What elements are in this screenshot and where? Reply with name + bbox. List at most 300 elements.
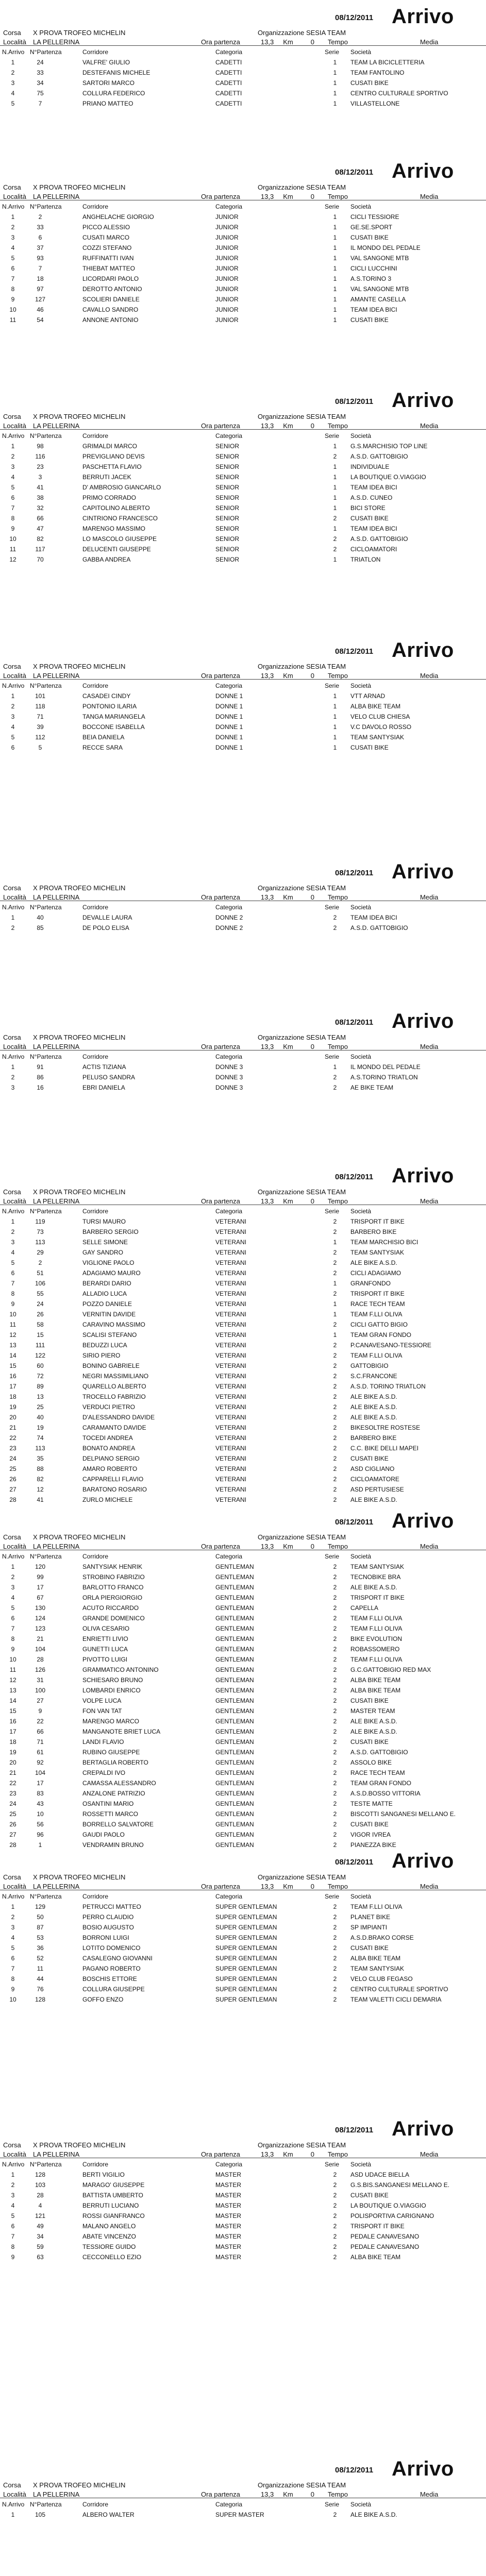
cell-partenza: 128 xyxy=(35,1996,46,2003)
tempo-label: Tempo xyxy=(327,2490,348,2498)
location-line xyxy=(3,2150,79,2158)
cell-serie: 1 xyxy=(333,255,337,262)
cell-societa: INDIVIDUALE xyxy=(350,463,390,470)
timing-line xyxy=(201,1197,438,1205)
cell-partenza: 40 xyxy=(37,1414,44,1421)
table-row xyxy=(0,1984,486,1994)
table-row xyxy=(0,1654,486,1665)
cell-societa: A.S.D. CUNEO xyxy=(350,494,393,501)
cell-arrivo: 12 xyxy=(9,1331,16,1338)
km-value: 0 xyxy=(310,672,314,680)
cell-arrivo: 19 xyxy=(9,1749,16,1756)
cell-serie: 2 xyxy=(333,1218,337,1225)
cell-corridore: DE POLO ELISA xyxy=(82,924,129,931)
table-row xyxy=(0,1644,486,1654)
cell-societa: CUSATI BIKE xyxy=(350,1944,389,1952)
cell-arrivo: 1 xyxy=(11,213,15,221)
cell-serie: 1 xyxy=(333,306,337,313)
cell-arrivo: 5 xyxy=(11,1259,15,1266)
cell-partenza: 104 xyxy=(35,1769,46,1776)
table-header xyxy=(0,901,486,912)
org-value: SESIA TEAM xyxy=(306,183,346,191)
table-row xyxy=(0,1799,486,1809)
cell-categoria: MASTER xyxy=(215,2233,242,2240)
cell-categoria: GENTLEMAN xyxy=(215,1666,254,1673)
cell-corridore: BOSCHIS ETTORE xyxy=(82,1975,137,1982)
cell-serie: 2 xyxy=(333,1996,337,2003)
cell-societa: ASSOLO BIKE xyxy=(350,1759,392,1766)
cell-serie: 1 xyxy=(333,69,337,76)
cell-partenza: 39 xyxy=(37,723,44,731)
cell-categoria: DONNE 1 xyxy=(215,703,243,710)
ora-value: 13,3 xyxy=(260,1043,274,1050)
ora-label: Ora partenza xyxy=(201,38,240,46)
cell-categoria: JUNIOR xyxy=(215,244,239,251)
cell-arrivo: 14 xyxy=(9,1352,16,1359)
col-categoria: Categoria xyxy=(215,48,243,56)
corsa-label: Corsa xyxy=(3,884,21,892)
col-arrivo: N.Arrivo xyxy=(2,1208,25,1215)
org-label: Organizzazione xyxy=(258,29,306,37)
cell-corridore: RUBINO GIUSEPPE xyxy=(82,1749,140,1756)
col-partenza: N°Partenza xyxy=(30,1893,62,1900)
cell-serie: 1 xyxy=(333,244,337,251)
cell-categoria: SENIOR xyxy=(215,525,240,532)
col-categoria: Categoria xyxy=(215,1893,243,1900)
cell-categoria: VETERANI xyxy=(215,1362,247,1369)
cell-categoria: SENIOR xyxy=(215,463,240,470)
cell-societa: BARBERO BIKE xyxy=(350,1228,397,1235)
corsa-value: X PROVA TROFEO MICHELIN xyxy=(33,1188,126,1196)
cell-categoria: JUNIOR xyxy=(215,234,239,241)
table-row xyxy=(0,1309,486,1319)
localita-label: Località xyxy=(3,193,26,200)
cell-partenza: 82 xyxy=(37,535,44,543)
table-row xyxy=(0,1592,486,1603)
media-label: Media xyxy=(420,1543,439,1550)
cell-arrivo: 5 xyxy=(11,255,15,262)
cell-arrivo: 4 xyxy=(11,473,15,481)
cell-partenza: 103 xyxy=(35,2181,46,2189)
col-arrivo: N.Arrivo xyxy=(2,2161,25,2168)
col-categoria: Categoria xyxy=(215,432,243,439)
cell-corridore: CAMASSA ALESSANDRO xyxy=(82,1780,156,1787)
cell-societa: A.S.D. GATTOBIGIO xyxy=(350,924,408,931)
table-row xyxy=(0,1716,486,1726)
cell-corridore: ANZALONE PATRIZIO xyxy=(82,1790,145,1797)
km-value: 0 xyxy=(310,422,314,430)
corsa-value: X PROVA TROFEO MICHELIN xyxy=(33,1873,126,1881)
cell-partenza: 54 xyxy=(37,316,44,324)
ora-label: Ora partenza xyxy=(201,193,240,200)
cell-corridore: LOMBARDI ENRICO xyxy=(82,1687,141,1694)
cell-societa: TEAM GRAN FONDO xyxy=(350,1331,412,1338)
location-line xyxy=(3,893,79,901)
cell-partenza: 91 xyxy=(37,1063,44,1071)
cell-arrivo: 3 xyxy=(11,234,15,241)
cell-categoria: VETERANI xyxy=(215,1496,247,1503)
cell-corridore: PICCO ALESSIO xyxy=(82,224,130,231)
cell-societa: TESTE MATTE xyxy=(350,1800,393,1807)
cell-partenza: 73 xyxy=(37,1228,44,1235)
cell-partenza: 33 xyxy=(37,69,44,76)
cell-serie: 2 xyxy=(333,1383,337,1390)
cell-arrivo: 8 xyxy=(11,285,15,293)
cell-arrivo: 17 xyxy=(9,1383,16,1390)
cell-corridore: THIEBAT MATTEO xyxy=(82,265,136,272)
cell-societa: V.C DAVOLO ROSSO xyxy=(350,723,412,731)
cell-societa: A.S.TORINO 3 xyxy=(350,275,392,282)
cell-serie: 2 xyxy=(333,1697,337,1704)
organizer-line xyxy=(258,1873,346,1881)
table-row xyxy=(0,1819,486,1829)
cell-societa: ALBA BIKE TEAM xyxy=(350,703,401,710)
cell-categoria: MASTER xyxy=(215,2181,242,2189)
cell-categoria: SUPER GENTLEMAN xyxy=(215,1924,277,1931)
table-row xyxy=(0,742,486,753)
cell-corridore: SIRIO PIERO xyxy=(82,1352,121,1359)
table-row xyxy=(0,482,486,493)
cell-arrivo: 28 xyxy=(9,1496,16,1503)
table-row xyxy=(0,701,486,711)
cell-arrivo: 2 xyxy=(11,1074,15,1081)
cell-corridore: LOTITO DOMENICO xyxy=(82,1944,141,1952)
table-row xyxy=(0,462,486,472)
cell-arrivo: 8 xyxy=(11,1635,15,1642)
cell-societa: ALE BIKE A.S.D. xyxy=(350,1718,397,1725)
cell-arrivo: 11 xyxy=(9,316,16,324)
cell-corridore: GABBA ANDREA xyxy=(82,556,131,563)
cell-corridore: BERTI VIGILIO xyxy=(82,2171,125,2178)
ora-label: Ora partenza xyxy=(201,672,240,680)
media-label: Media xyxy=(420,893,439,901)
cell-serie: 2 xyxy=(333,1965,337,1972)
org-label: Organizzazione xyxy=(258,1873,306,1881)
cell-corridore: BORRONI LUIGI xyxy=(82,1934,129,1941)
cell-categoria: GENTLEMAN xyxy=(215,1615,254,1622)
cell-categoria: SUPER GENTLEMAN xyxy=(215,1965,277,1972)
table-row xyxy=(0,1495,486,1505)
cell-corridore: TOCEDI ANDREA xyxy=(82,1434,133,1442)
table-row xyxy=(0,284,486,294)
cell-arrivo: 7 xyxy=(11,275,15,282)
cell-corridore: DEROTTO ANTONIO xyxy=(82,285,142,293)
cell-serie: 2 xyxy=(333,1604,337,1612)
cell-corridore: RUFFINATTI IVAN xyxy=(82,255,134,262)
table-row xyxy=(0,1634,486,1644)
table-row xyxy=(0,1943,486,1953)
cell-serie: 2 xyxy=(333,1821,337,1828)
cell-categoria: GENTLEMAN xyxy=(215,1656,254,1663)
cell-partenza: 17 xyxy=(37,1584,44,1591)
cell-categoria: DONNE 1 xyxy=(215,723,243,731)
col-corridore: Corridore xyxy=(82,2161,109,2168)
cell-serie: 1 xyxy=(333,463,337,470)
table-row xyxy=(0,1902,486,1912)
cell-serie: 1 xyxy=(333,484,337,491)
table-row xyxy=(0,1453,486,1464)
table-row xyxy=(0,304,486,315)
cell-corridore: BEIA DANIELA xyxy=(82,734,125,741)
table-row xyxy=(0,2221,486,2231)
race-line xyxy=(3,413,125,420)
cell-societa: AE BIKE TEAM xyxy=(350,1084,394,1091)
section-header xyxy=(0,0,486,45)
cell-arrivo: 6 xyxy=(11,494,15,501)
table-row xyxy=(0,472,486,482)
table-row xyxy=(0,1613,486,1623)
cell-corridore: GUNETTI LUCA xyxy=(82,1646,128,1653)
cell-serie: 2 xyxy=(333,1749,337,1756)
cell-corridore: CARAVINO MASSIMO xyxy=(82,1321,145,1328)
cell-categoria: CADETTI xyxy=(215,90,242,97)
cell-serie: 2 xyxy=(333,1924,337,1931)
cell-categoria: GENTLEMAN xyxy=(215,1831,254,1838)
col-serie: Serie xyxy=(325,48,340,56)
cell-arrivo: 10 xyxy=(9,306,16,313)
cell-societa: TEAM F.LLI OLIVA xyxy=(350,1311,403,1318)
table-row xyxy=(0,1933,486,1943)
ora-value: 13,3 xyxy=(260,1197,274,1205)
cell-societa: TEAM FANTOLINO xyxy=(350,69,405,76)
cell-societa: PEDALE CANAVESANO xyxy=(350,2243,420,2250)
org-label: Organizzazione xyxy=(258,413,306,420)
report-title: Arrivo xyxy=(392,5,454,28)
table-row xyxy=(0,232,486,243)
organizer-line xyxy=(258,884,346,892)
cell-arrivo: 10 xyxy=(9,1311,16,1318)
cell-partenza: 37 xyxy=(37,244,44,251)
cell-partenza: 113 xyxy=(35,1445,45,1452)
cell-corridore: ALBERO WALTER xyxy=(82,2511,135,2518)
cell-categoria: VETERANI xyxy=(215,1393,247,1400)
cell-arrivo: 26 xyxy=(9,1821,16,1828)
section-header xyxy=(0,1159,486,1205)
cell-serie: 2 xyxy=(333,1084,337,1091)
cell-arrivo: 6 xyxy=(11,265,15,272)
cell-corridore: ACUTO RICCARDO xyxy=(82,1604,139,1612)
section-header xyxy=(0,384,486,429)
col-partenza: N°Partenza xyxy=(30,904,62,911)
table-row xyxy=(0,1330,486,1340)
media-label: Media xyxy=(420,193,439,200)
cell-arrivo: 7 xyxy=(11,1965,15,1972)
cell-corridore: SCHIESARO BRUNO xyxy=(82,1676,143,1684)
table-row xyxy=(0,2252,486,2262)
table-row xyxy=(0,1247,486,1258)
cell-arrivo: 23 xyxy=(9,1790,16,1797)
cell-corridore: GRIMALDI MARCO xyxy=(82,443,138,450)
cell-arrivo: 5 xyxy=(11,2212,15,2219)
table-row xyxy=(0,544,486,554)
cell-corridore: D' AMBROSIO GIANCARLO xyxy=(82,484,161,491)
table-row xyxy=(0,1289,486,1299)
cell-partenza: 130 xyxy=(35,1604,46,1612)
cell-arrivo: 1 xyxy=(11,2511,15,2518)
cell-categoria: JUNIOR xyxy=(215,285,239,293)
race-line xyxy=(3,183,125,191)
cell-categoria: GENTLEMAN xyxy=(215,1800,254,1807)
cell-societa: CICLOAMATORI xyxy=(350,546,397,553)
cell-serie: 2 xyxy=(333,1434,337,1442)
cell-categoria: GENTLEMAN xyxy=(215,1821,254,1828)
cell-arrivo: 13 xyxy=(9,1687,16,1694)
location-line xyxy=(3,1197,79,1205)
cell-societa: GE.SE.SPORT xyxy=(350,224,393,231)
cell-categoria: GENTLEMAN xyxy=(215,1646,254,1653)
cell-serie: 1 xyxy=(333,713,337,720)
race-line xyxy=(3,2481,125,2489)
cell-partenza: 88 xyxy=(37,1465,44,1472)
cell-serie: 2 xyxy=(333,1656,337,1663)
cell-serie: 2 xyxy=(333,1228,337,1235)
km-value: 0 xyxy=(310,2490,314,2498)
cell-serie: 1 xyxy=(333,90,337,97)
cell-serie: 2 xyxy=(333,1707,337,1715)
col-arrivo: N.Arrivo xyxy=(2,432,25,439)
cell-corridore: PREVIGLIANO DEVIS xyxy=(82,453,145,460)
section-junior xyxy=(0,155,486,325)
cell-categoria: MASTER xyxy=(215,2223,242,2230)
cell-partenza: 118 xyxy=(35,703,45,710)
col-categoria: Categoria xyxy=(215,1208,243,1215)
km-label: Km xyxy=(283,1543,293,1550)
cell-arrivo: 18 xyxy=(9,1393,16,1400)
cell-partenza: 71 xyxy=(37,713,44,720)
cell-partenza: 51 xyxy=(37,1269,44,1277)
col-partenza: N°Partenza xyxy=(30,203,62,210)
cell-serie: 2 xyxy=(333,1584,337,1591)
org-value: SESIA TEAM xyxy=(306,1873,346,1881)
media-label: Media xyxy=(420,1197,439,1205)
cell-partenza: 21 xyxy=(37,1635,44,1642)
timing-line xyxy=(201,1543,438,1550)
corsa-label: Corsa xyxy=(3,1033,21,1041)
cell-corridore: PAGANO ROBERTO xyxy=(82,1965,141,1972)
cell-partenza: 41 xyxy=(37,1496,44,1503)
cell-categoria: VETERANI xyxy=(215,1476,247,1483)
corsa-value: X PROVA TROFEO MICHELIN xyxy=(33,29,126,37)
timing-line xyxy=(201,193,438,200)
table-row xyxy=(0,98,486,109)
cell-categoria: SENIOR xyxy=(215,494,240,501)
cell-arrivo: 11 xyxy=(9,546,16,553)
cell-serie: 1 xyxy=(333,275,337,282)
cell-partenza: 66 xyxy=(37,515,44,522)
col-corridore: Corridore xyxy=(82,1893,109,1900)
cell-serie: 1 xyxy=(333,224,337,231)
cell-partenza: 56 xyxy=(37,1821,44,1828)
table-row xyxy=(0,1412,486,1422)
cell-partenza: 3 xyxy=(38,473,42,481)
col-categoria: Categoria xyxy=(215,682,243,689)
cell-corridore: BATTISTA UMBERTO xyxy=(82,2192,143,2199)
org-value: SESIA TEAM xyxy=(306,1033,346,1041)
cell-serie: 1 xyxy=(333,473,337,481)
cell-corridore: VIGLIONE PAOLO xyxy=(82,1259,135,1266)
cell-corridore: TURSI MAURO xyxy=(82,1218,126,1225)
table-row xyxy=(0,315,486,325)
corsa-label: Corsa xyxy=(3,1188,21,1196)
cell-societa: A.S.D. GATTOBIGIO xyxy=(350,535,408,543)
cell-societa: G.S.BIS.SANGANESI MELLANO E. xyxy=(350,2181,450,2189)
table-row xyxy=(0,2231,486,2242)
cell-partenza: 32 xyxy=(37,504,44,512)
col-partenza: N°Partenza xyxy=(30,682,62,689)
cell-societa: CICLOAMATORE xyxy=(350,1476,399,1483)
cell-serie: 2 xyxy=(333,2233,337,2240)
table-row xyxy=(0,2190,486,2200)
timing-line xyxy=(201,672,438,680)
table-row xyxy=(0,1562,486,1572)
cell-corridore: TESSIORE GUIDO xyxy=(82,2243,136,2250)
race-line xyxy=(3,663,125,670)
cell-serie: 2 xyxy=(333,1975,337,1982)
table-row xyxy=(0,1350,486,1361)
cell-corridore: PRIANO MATTEO xyxy=(82,100,133,107)
corsa-value: X PROVA TROFEO MICHELIN xyxy=(33,1033,126,1041)
cell-partenza: 76 xyxy=(37,1986,44,1993)
cell-arrivo: 5 xyxy=(11,1604,15,1612)
localita-label: Località xyxy=(3,2150,26,2158)
cell-arrivo: 14 xyxy=(9,1697,16,1704)
cell-categoria: SUPER GENTLEMAN xyxy=(215,1944,277,1952)
cell-corridore: PONTONIO ILARIA xyxy=(82,703,137,710)
cell-partenza: 43 xyxy=(37,1800,44,1807)
cell-corridore: ORLA PIERGIORGIO xyxy=(82,1594,143,1601)
cell-serie: 1 xyxy=(333,692,337,700)
cell-corridore: VALFRE' GIULIO xyxy=(82,59,130,66)
organizer-line xyxy=(258,1188,346,1196)
section-header xyxy=(0,634,486,679)
cell-categoria: VETERANI xyxy=(215,1239,247,1246)
timing-line xyxy=(201,2490,438,2498)
cell-serie: 2 xyxy=(333,1403,337,1411)
cell-serie: 1 xyxy=(333,1331,337,1338)
org-value: SESIA TEAM xyxy=(306,1188,346,1196)
cell-categoria: GENTLEMAN xyxy=(215,1759,254,1766)
cell-partenza: 100 xyxy=(35,1687,46,1694)
organizer-line xyxy=(258,2481,346,2489)
cell-societa: CENTRO CULTURALE SPORTIVO xyxy=(350,1986,448,1993)
cell-partenza: 59 xyxy=(37,2243,44,2250)
cell-societa: ASD UDACE BIELLA xyxy=(350,2171,410,2178)
col-societa: Società xyxy=(350,432,372,439)
report-date: 08/12/2011 xyxy=(335,1858,374,1867)
cell-serie: 2 xyxy=(333,1687,337,1694)
section-donne3 xyxy=(0,1005,486,1093)
table-row xyxy=(0,1443,486,1453)
cell-categoria: SUPER GENTLEMAN xyxy=(215,1955,277,1962)
cell-societa: CICLI ADAGIAMO xyxy=(350,1269,401,1277)
km-label: Km xyxy=(283,193,293,200)
cell-arrivo: 19 xyxy=(9,1403,16,1411)
cell-corridore: BOSIO AUGUSTO xyxy=(82,1924,134,1931)
cell-categoria: JUNIOR xyxy=(215,275,239,282)
cell-categoria: CADETTI xyxy=(215,100,242,107)
corsa-value: X PROVA TROFEO MICHELIN xyxy=(33,2481,126,2489)
cell-serie: 2 xyxy=(333,2212,337,2219)
cell-corridore: CAVALLO SANDRO xyxy=(82,306,139,313)
km-label: Km xyxy=(283,672,293,680)
cell-arrivo: 6 xyxy=(11,1269,15,1277)
tempo-label: Tempo xyxy=(327,1543,348,1550)
cell-societa: CUSATI BIKE xyxy=(350,316,389,324)
timing-line xyxy=(201,1883,438,1890)
col-societa: Società xyxy=(350,203,372,210)
cell-arrivo: 6 xyxy=(11,2223,15,2230)
table-row xyxy=(0,1685,486,1696)
